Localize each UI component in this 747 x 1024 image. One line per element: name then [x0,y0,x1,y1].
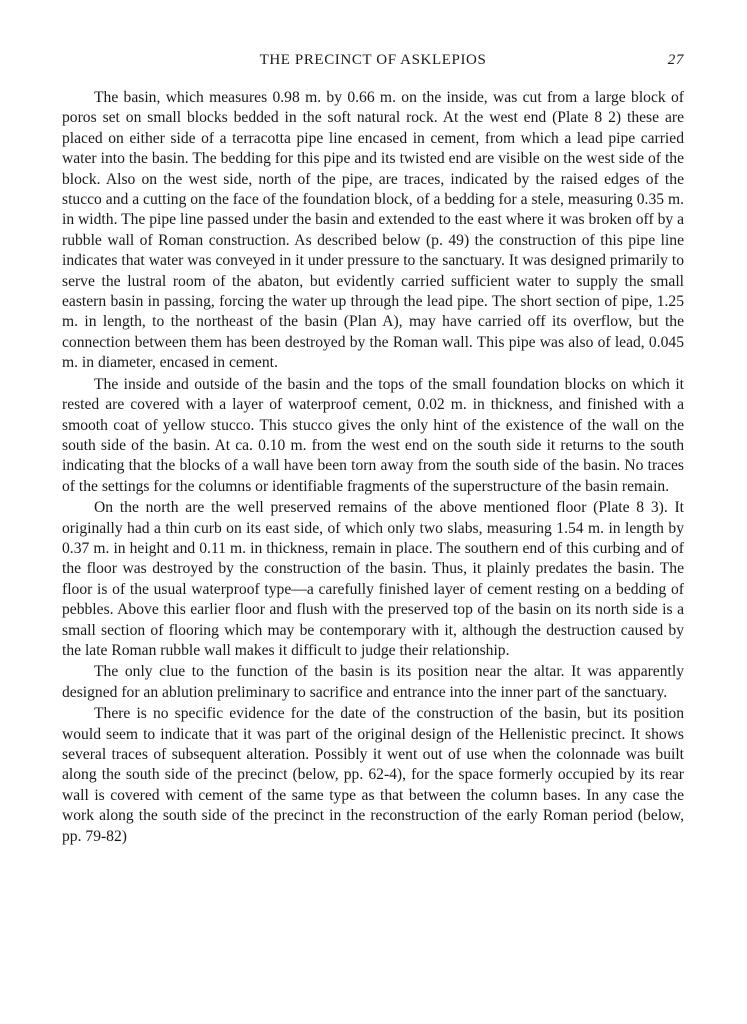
paragraph-date: There is no specific evidence for the date of the construction of the basin, but its position would seem to indicate that it was part of the original design of the Hellenistic precinct. It shows several traces of subsequent alteration. Possibly it went out of use when the colonnade was built along the south side of the precinct (below, pp. 62-4), for the space formerly occupied by its rear wall is covered with cement of the same type as that between the column bases. In any case the work along the south side of the precinct in the reconstruction of the early Roman period (below, pp. 79-82) [62,705,684,845]
paragraph-basin-description: The basin, which measures 0.98 m. by 0.66 m. on the inside, was cut from a large block of poros set on small blocks bedded in the soft natural rock. At the west end (Plate 8 2) these are placed on either side of a terracotta pipe line encased in cement, from which a lead pipe carried water into the basin. The bedding for this pipe and its twisted end are visible on the west side of the block. Also on the west side, north of the pipe, are traces, indicated by the raised edges of the stucco and a cutting on the face of the foundation block, of a bedding for a stele, measuring 0.35 m. in width. The pipe line passed under the basin and extended to the east where it was broken off by a rubble wall of Roman construction. As described below (p. 49) the construction of this pipe line indicates that water was conveyed in it under pressure to the sanctuary. It was designed primarily to serve the lustral room of the abaton, but evidently carried sufficient water to supply the small eastern basin in passing, forcing the water up through the lead pipe. The short section of pipe, 1.25 m. in length, to the northeast of the basin (Plan A), may have carried off its overflow, but the connection between them has been destroyed by the Roman wall. This pipe was also of lead, 0.045 m. in diameter, encased in cement. [62,89,684,372]
running-title: THE PRECINCT OF ASKLEPIOS [259,52,487,68]
paragraph-north-floor: On the north are the well preserved remains of the above mentioned floor (Plate 8 3). It originally had a thin curb on its east side, of which only two slabs, measuring 1.54 m. in length by 0.37 m. in height and 0.11 m. in thickness, remain in place. The southern end of this curbing and of the floor was destroyed by the construction of the basin. Thus, it plainly predates the basin. The floor is of the usual waterproof type—a carefully finished layer of cement resting on a bedding of pebbles. Above this earlier floor and flush with the preserved top of the basin on its north side is a small section of flooring which may be contemporary with it, although the destruction caused by the late Roman rubble wall makes it difficult to judge their relationship. [62,499,684,659]
paragraph-function: The only clue to the function of the basin is its position near the altar. It was apparently designed for an ablution preliminary to sacrifice and entrance into the inner part of the sanctuary. [62,663,684,701]
body-text [62,88,684,847]
paragraph-waterproof-cement: The inside and outside of the basin and the tops of the small foundation blocks on which it rested are covered with a layer of waterproof cement, 0.02 m. in thickness, and finished with a smooth coat of yellow stucco. This stucco gives the only hint of the existence of the wall on the south side of the basin. At ca. 0.10 m. from the west end on the south side it returns to the south indicating that the blocks of a wall have been torn away from the south side of the basin. No traces of the settings for the columns or identifiable fragments of the superstructure of the basin remain. [62,375,684,495]
running-head [62,52,684,76]
page-number: 27 [667,52,684,68]
document-page [62,52,684,847]
